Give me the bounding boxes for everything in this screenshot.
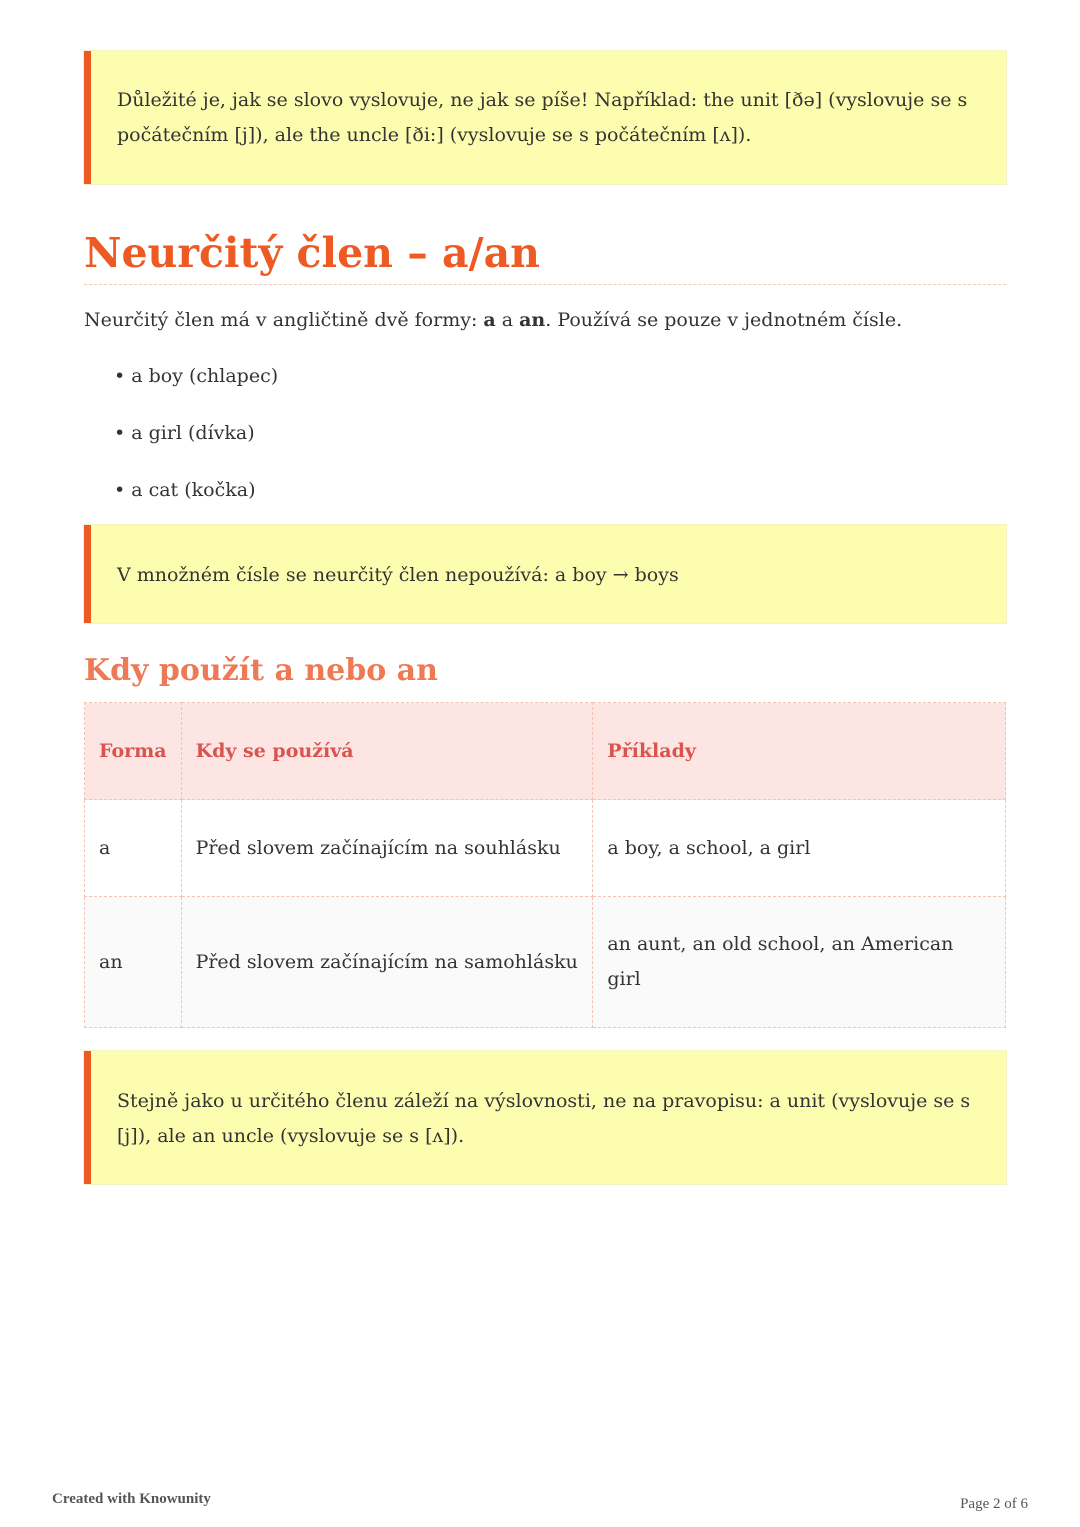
column-header-usage: Kdy se používá <box>181 703 593 800</box>
subsection-heading: Kdy použít a nebo an <box>84 653 438 688</box>
list-item <box>114 472 278 529</box>
list-item <box>114 415 278 472</box>
section-heading: Neurčitý člen – a/an <box>84 222 1006 285</box>
table-cell-form: a <box>85 800 182 897</box>
note-text: Důležité je, jak se slovo vyslovuje, ne jak se píše! Například: the unit [ðə] (vyslovuje se s počátečním [j]), ale the uncle [ði:] (vyslovuje se s počátečním [ʌ]). <box>117 89 968 146</box>
note-text: V množném čísle se neurčitý člen nepoužívá: a boy → boys <box>117 564 679 586</box>
bullet-icon: • <box>114 365 126 387</box>
bullet-icon: • <box>114 422 126 444</box>
intro-paragraph <box>84 302 902 338</box>
column-header-form: Forma <box>85 703 182 800</box>
usage-table <box>84 702 1006 1028</box>
intro-text-end: . Používá se pouze v jednotném čísle. <box>545 309 903 331</box>
plural-note <box>84 525 1006 623</box>
column-header-examples: Příklady <box>593 703 1006 800</box>
intro-form-an: an <box>519 309 546 331</box>
list-item-text: a boy (chlapec) <box>131 365 279 387</box>
intro-form-a: a <box>483 309 496 331</box>
list-item-text: a girl (dívka) <box>131 422 255 444</box>
page-number: Page 2 of 6 <box>960 1496 1028 1512</box>
table-cell-usage: Před slovem začínajícím na souhlásku <box>181 800 593 897</box>
table-row <box>85 800 1006 897</box>
table-cell-examples: an aunt, an old school, an American girl <box>593 897 1006 1028</box>
footer-credit: Created with Knowunity <box>52 1491 211 1507</box>
note-text: Stejně jako u určitého členu záleží na výslovnosti, ne na pravopisu: a unit (vyslovuje se s [j]), ale an uncle (vyslovuje se s [ʌ]). <box>117 1090 971 1147</box>
table-row <box>85 897 1006 1028</box>
table-cell-form: an <box>85 897 182 1028</box>
bullet-icon: • <box>114 479 126 501</box>
list-item-text: a cat (kočka) <box>131 479 256 501</box>
pronunciation-note <box>84 51 1006 184</box>
intro-text-start: Neurčitý člen má v angličtině dvě formy: <box>84 309 484 331</box>
table-cell-usage: Před slovem začínajícím na samohlásku <box>181 897 593 1028</box>
table-header-row <box>85 703 1006 800</box>
example-list <box>114 358 278 529</box>
table-cell-examples: a boy, a school, a girl <box>593 800 1006 897</box>
pronunciation-rule-note <box>84 1051 1006 1184</box>
intro-text-mid: a <box>495 309 520 331</box>
list-item <box>114 358 278 415</box>
